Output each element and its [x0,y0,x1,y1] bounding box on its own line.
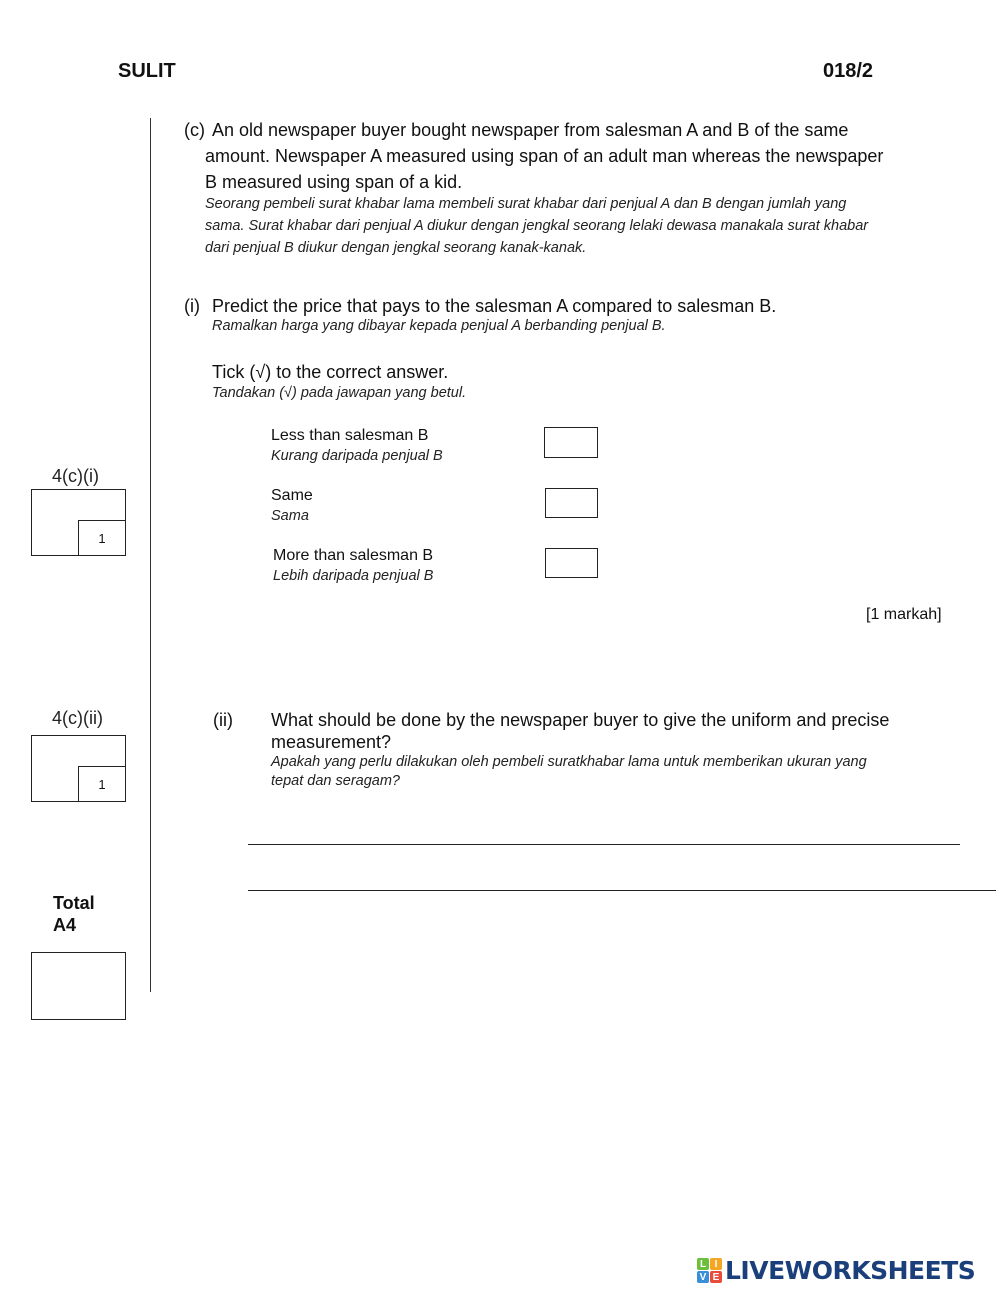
total-label-line-1: Total [53,893,95,913]
part-ii-malay-line-2: tepat dan seragam? [271,773,400,789]
option-label-malay: Kurang daripada penjual B [271,448,443,464]
part-ii-malay-line-1: Apakah yang perlu dilakukan oleh pembeli suratkhabar lama untuk memberikan ukuran yang [271,754,867,770]
mark-box-4ci [31,489,126,556]
mark-score-4ci: 1 [78,520,126,556]
part-i-label: (i) [184,296,200,316]
liveworksheets-logo [697,1256,975,1285]
option-less-than [271,426,443,466]
question-c-line-1: An old newspaper buyer bought newspaper from salesman A and B of the same [212,120,849,140]
marks-label: [1 markah] [866,606,942,623]
part-ii-question-line-1: What should be done by the newspaper buyer to give the uniform and precise [271,710,890,730]
logo-letter: L [697,1258,709,1270]
option-label: More than salesman B [273,547,434,564]
mark-box-label-4ci: 4(c)(i) [52,466,99,486]
confidentiality-label: SULIT [118,60,176,82]
tick-instruction: Tick (√) to the correct answer. [212,362,449,382]
tick-box-same[interactable] [545,488,598,518]
total-mark-box [31,952,126,1020]
part-ii-label: (ii) [213,710,233,730]
question-c-malay-line-2: sama. Surat khabar dari penjual A diukur dengan jengkal seorang lelaki dewasa manakala surat khabar [205,218,869,234]
margin-divider [150,118,151,992]
logo-wordmark: LIVEWORKSHEETS [725,1256,976,1285]
option-label-malay: Lebih daripada penjual B [273,568,434,584]
question-c-line-2: amount. Newspaper A measured using span of an adult man whereas the newspaper [205,146,884,166]
option-label-malay: Sama [271,508,309,524]
total-label [53,892,95,936]
question-c-label: (c) [184,120,205,140]
tick-instruction-malay: Tandakan (√) pada jawapan yang betul. [212,385,467,401]
option-label: Less than salesman B [271,427,429,444]
option-label: Same [271,487,313,504]
option-same [271,486,313,526]
mark-box-4cii [31,735,126,802]
paper-code: 018/2 [823,60,874,82]
question-c-malay-line-3: dari penjual B diukur dengan jengkal seorang kanak-kanak. [205,240,587,256]
total-label-line-2: A4 [53,915,77,935]
question-c-malay-line-1: Seorang pembeli surat khabar lama membeli surat khabar dari penjual A dan B dengan jumlah yang [205,196,847,212]
part-i-question-malay: Ramalkan harga yang dibayar kepada penjual A berbanding penjual B. [212,318,666,334]
tick-box-less-than[interactable] [544,427,598,458]
answer-line-1[interactable] [248,844,960,845]
part-i-question: Predict the price that pays to the salesman A compared to salesman B. [212,296,777,316]
mark-box-label-4cii: 4(c)(ii) [52,708,103,728]
option-more-than [273,546,433,586]
part-ii-question-line-2: measurement? [271,732,392,752]
logo-letter: I [710,1258,722,1270]
logo-letter: V [697,1271,709,1283]
tick-box-more-than[interactable] [545,548,598,578]
question-c-line-3: B measured using span of a kid. [205,172,463,192]
logo-letter: E [710,1271,722,1283]
mark-score-4cii: 1 [78,766,126,802]
live-grid-icon [697,1258,722,1283]
answer-line-2[interactable] [248,890,996,891]
